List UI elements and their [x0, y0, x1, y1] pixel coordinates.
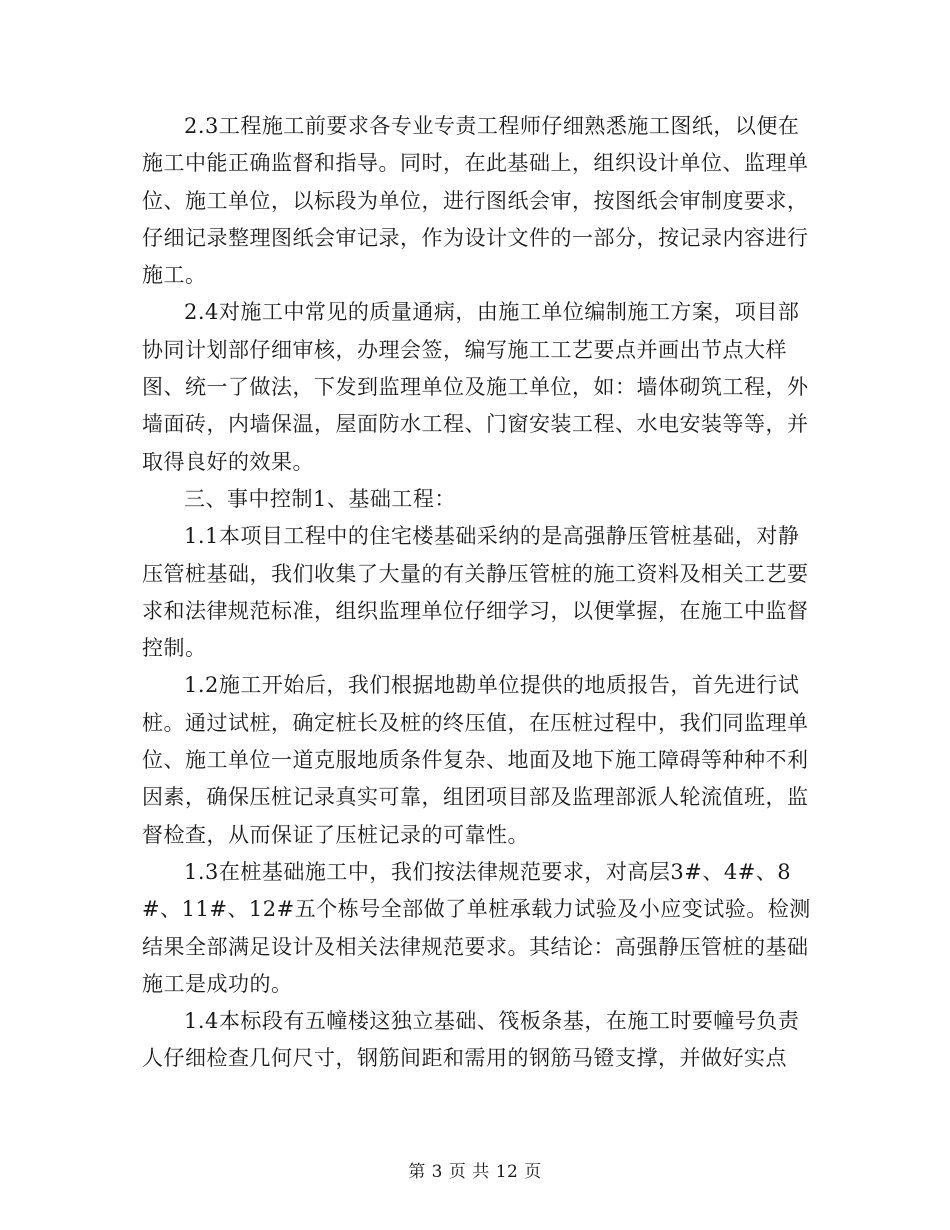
document-body — [142, 108, 812, 1078]
paragraph-1-4: 1.4本标段有五幢楼这独立基础、筏板条基，在施工时要幢号负责人仔细检查几何尺寸，钢筋间距和需用的钢筋马镫支撑，并做好实点 — [142, 1009, 800, 1071]
page-footer — [0, 1157, 950, 1182]
paragraph-2-3: 2.3工程施工前要求各专业专责工程师仔细熟悉施工图纸，以便在施工中能正确监督和指导。同时，在此基础上，组织设计单位、监理单位、施工单位，以标段为单位，进行图纸会审，按图纸会审制度要求，仔细记录整理图纸会审记录，作为设计文件的一部分，按记录内容进行施工。 — [142, 114, 809, 288]
paragraph-1-1: 1.1本项目工程中的住宅楼基础采纳的是高强静压管桩基础，对静压管桩基础，我们收集了大量的有关静压管桩的施工资料及相关工艺要求和法律规范标准，组织监理单位仔细学习，以便掌握，在施工中监督控制。 — [142, 524, 809, 661]
section-heading-3: 三、事中控制1、基础工程： — [184, 486, 456, 511]
page-number-label: 第 3 页 共 12 页 — [408, 1162, 542, 1182]
paragraph-1-2: 1.2施工开始后，我们根据地勘单位提供的地质报告，首先进行试桩。通过试桩，确定桩长及桩的终压值，在压桩过程中，我们同监理单位、施工单位一道克服地质条件复杂、地面及地下施工障碍等种种不利因素，确保压桩记录真实可靠，组团项目部及监理部派人轮流值班，监督检查，从而保证了压桩记录的可靠性。 — [142, 673, 809, 847]
paragraph-1-3: 1.3在桩基础施工中，我们按法律规范要求，对高层3#、4#、8#、11#、12#五个栋号全部做了单桩承载力试验及小应变试验。检测结果全部满足设计及相关法律规范要求。其结论：高强静压管桩的基础施工是成功的。 — [142, 859, 811, 996]
paragraph-2-4: 2.4对施工中常见的质量通病，由施工单位编制施工方案，项目部协同计划部仔细审核，办理会签，编写施工工艺要点并画出节点大样图、统一了做法，下发到监理单位及施工单位，如：墙体砌筑工程，外墙面砖，内墙保温，屋面防水工程、门窗安装工程、水电安装等等，并取得良好的效果。 — [142, 300, 809, 474]
